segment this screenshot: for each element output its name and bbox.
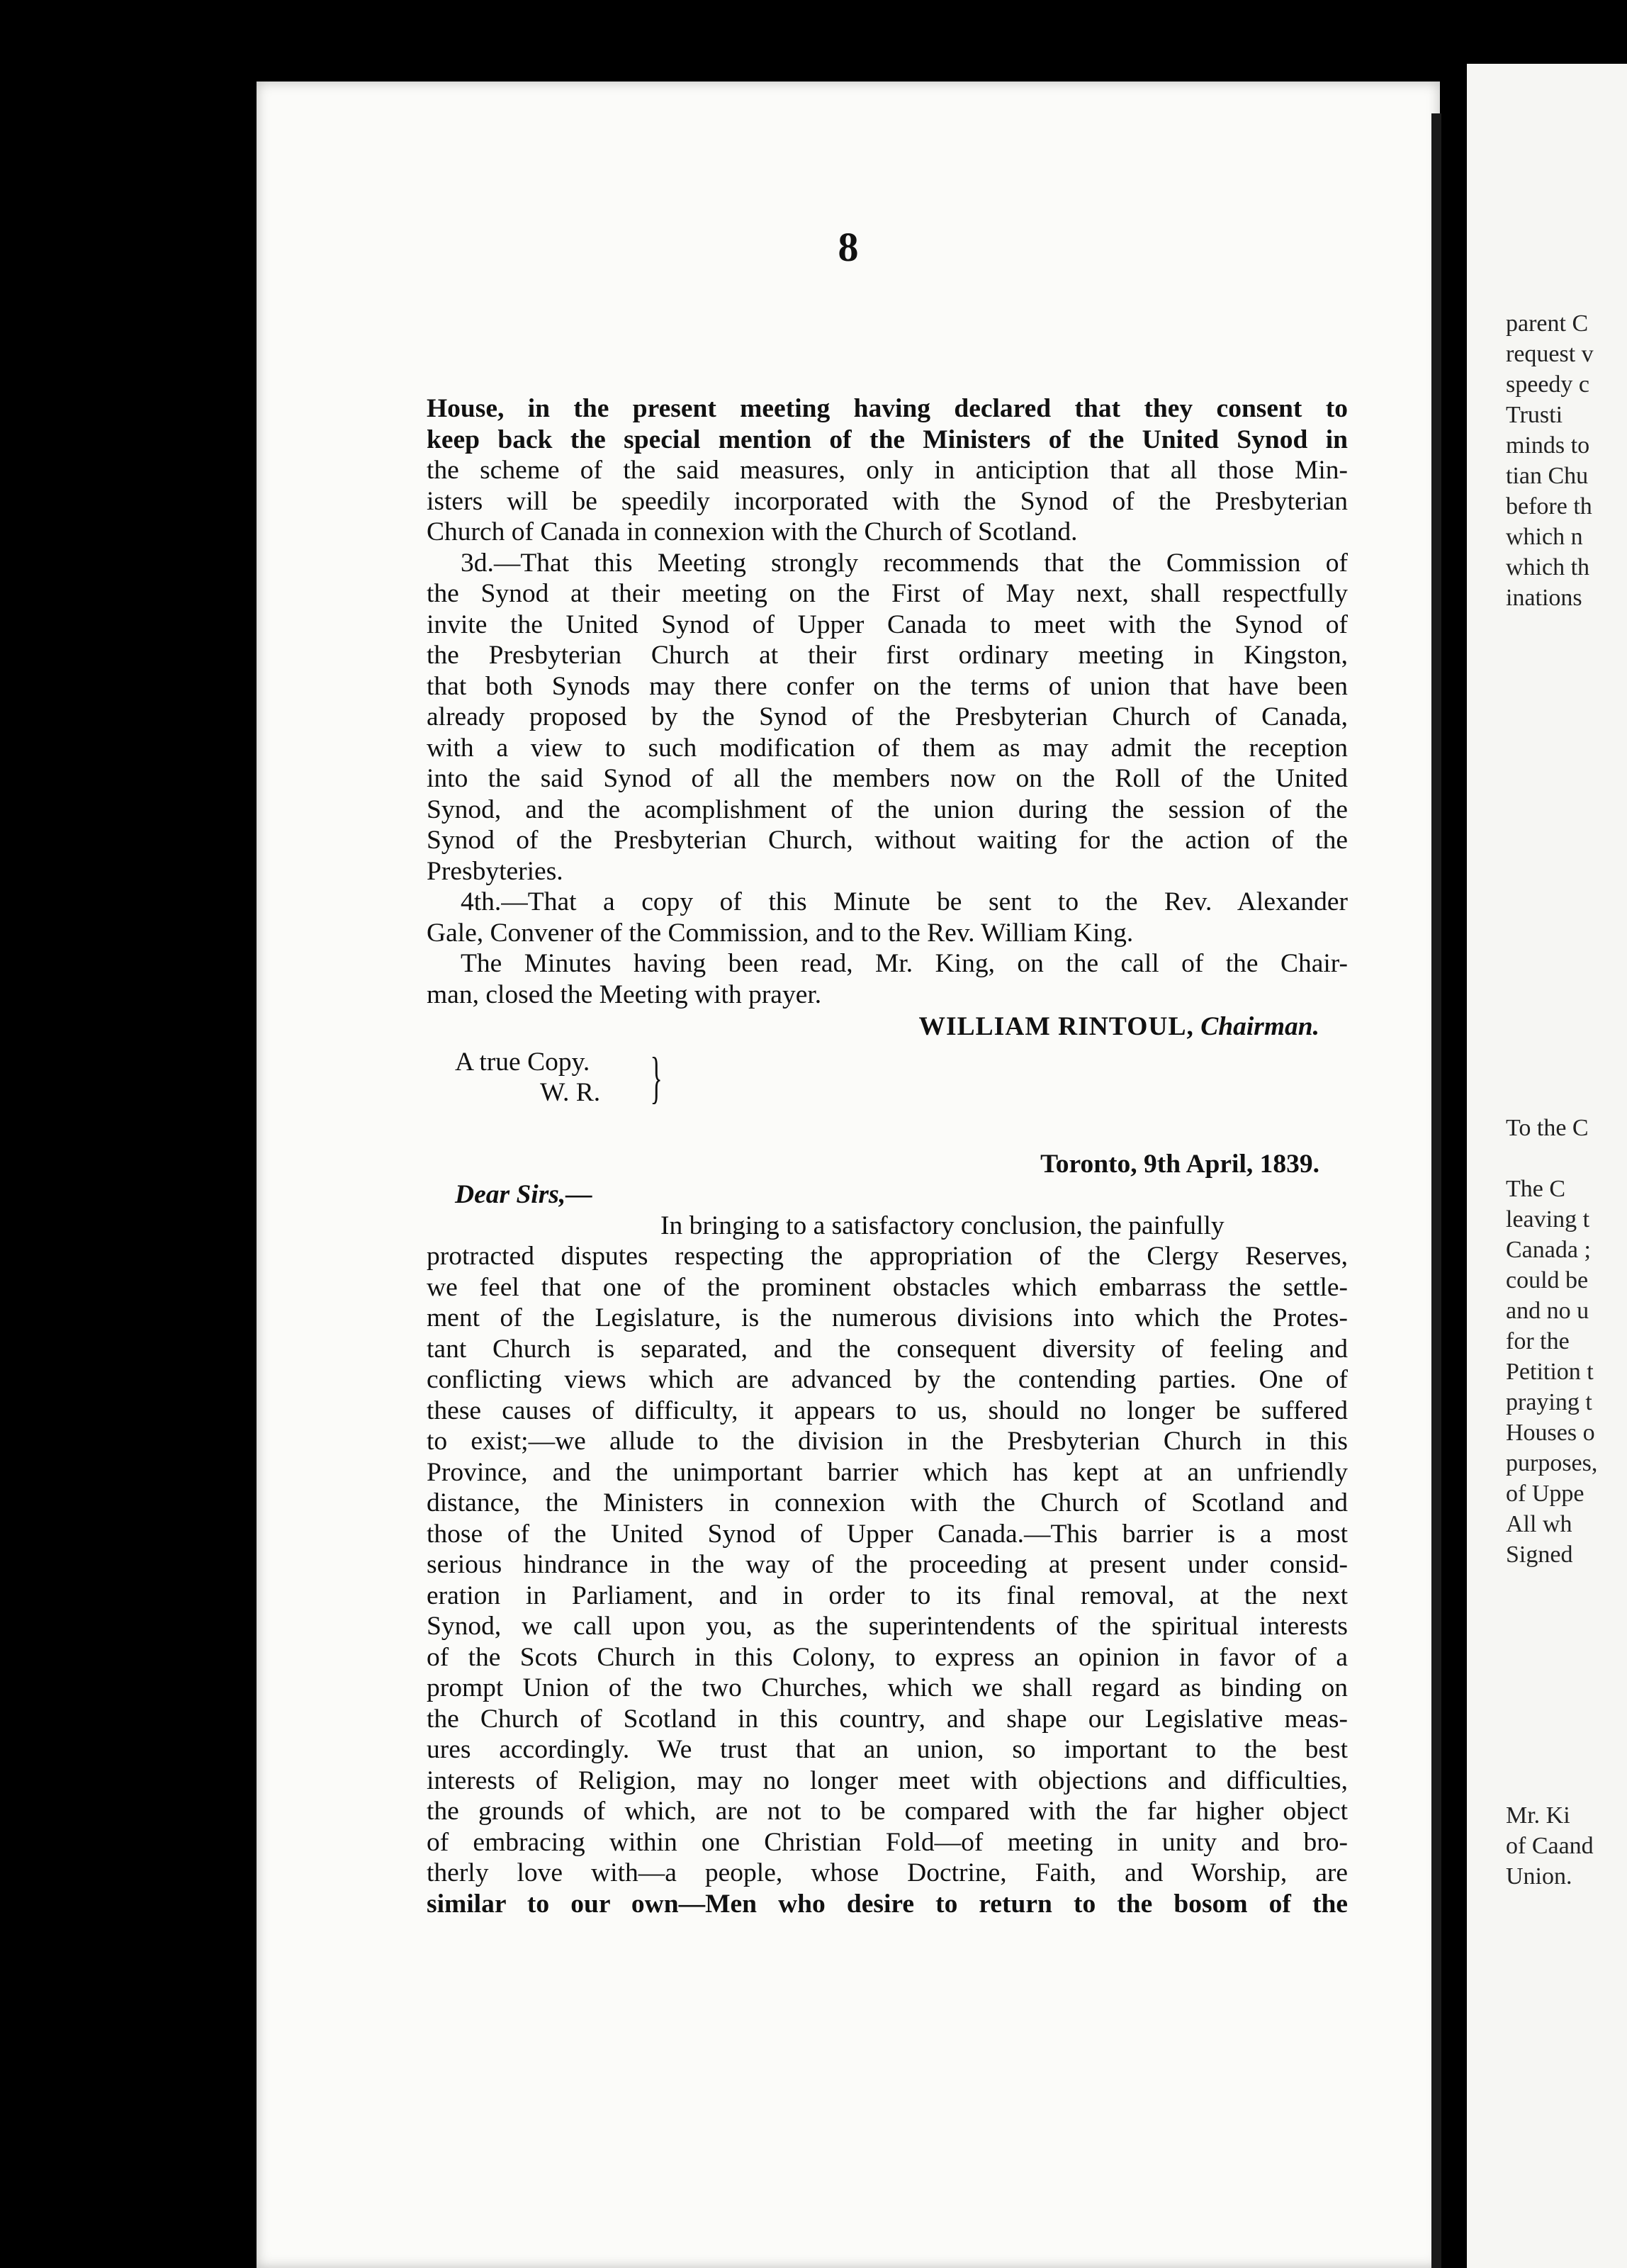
- text-line: prompt Union of the two Churches, which we shall regard as binding on: [427, 1673, 1348, 1702]
- fragment-line: Mr. Ki: [1506, 1802, 1570, 1829]
- fragment-line: parent C: [1506, 310, 1589, 337]
- text-line: the Synod at their meeting on the First of May next, shall respectfully: [427, 579, 1348, 608]
- text-line: already proposed by the Synod of the Presbyterian Church of Canada,: [427, 702, 1348, 731]
- fragment-line: To the C: [1506, 1115, 1589, 1141]
- right-page-fragment: [1467, 64, 1627, 2268]
- text-line: similar to our own—Men who desire to return to the bosom of the: [427, 1889, 1348, 1919]
- fragment-line: which n: [1506, 524, 1583, 550]
- text-line: man, closed the Meeting with prayer.: [427, 979, 822, 1009]
- fragment-line: Petition t: [1506, 1359, 1594, 1385]
- text-line: eration in Parliament, and in order to its final removal, at the next: [427, 1581, 1348, 1610]
- text-line: isters will be speedily incorporated with the Synod of the Presbyterian: [427, 486, 1348, 516]
- text-line: House, in the present meeting having declared that they consent to: [427, 394, 1348, 423]
- resolution-text: [427, 393, 1348, 1010]
- true-copy-label: A true Copy.: [455, 1047, 590, 1077]
- fragment-line: The C: [1506, 1176, 1566, 1202]
- text-line: interests of Religion, may no longer meet with objections and difficulties,: [427, 1765, 1348, 1795]
- text-line: Gale, Convener of the Commission, and to the Rev. William King.: [427, 918, 1134, 948]
- fragment-line: [1506, 1143, 1597, 1174]
- fragment-line: Canada ;: [1506, 1237, 1591, 1263]
- text-line: Church of Canada in connexion with the Church of Scotland.: [427, 517, 1078, 546]
- attestation-initials: W. R.: [540, 1078, 601, 1107]
- text-line: Synod, and the acomplishment of the union during the session of the: [427, 795, 1348, 824]
- text-line: tant Church is separated, and the consequent diversity of feeling and: [427, 1334, 1348, 1364]
- fragment-line: tian Chu: [1506, 463, 1589, 489]
- fragment-line: before th: [1506, 493, 1592, 520]
- fragment-line: and no u: [1506, 1298, 1589, 1324]
- fragment-line: Houses o: [1506, 1420, 1595, 1446]
- fragment-line: for the: [1506, 1328, 1570, 1354]
- fragment-line: leaving t: [1506, 1206, 1590, 1233]
- text-line: Presbyteries.: [427, 856, 563, 886]
- right-page-middle-text: [1506, 1113, 1597, 1570]
- fragment-line: could be: [1506, 1267, 1589, 1293]
- text-line: 4th.—That a copy of this Minute be sent to the Rev. Alexander: [461, 887, 1348, 916]
- text-line: into the said Synod of all the members now on the Roll of the United: [427, 764, 1348, 793]
- text-line: The Minutes having been read, Mr. King, on the call of the Chair-: [461, 949, 1348, 978]
- letter-text: [427, 1211, 1348, 1920]
- text-line: to exist;—we allude to the division in the Presbyterian Church in this: [427, 1427, 1348, 1456]
- fragment-line: of Caand: [1506, 1833, 1594, 1859]
- text-line: Province, and the unimportant barrier which has kept at an unfriendly: [427, 1457, 1348, 1487]
- fragment-line: Union.: [1506, 1863, 1572, 1890]
- right-page-bottom-text: [1506, 1800, 1594, 1892]
- text-line: the scheme of the said measures, only in anticiption that all those Min-: [427, 456, 1348, 485]
- page-body: [427, 393, 1348, 1919]
- text-line: invite the United Synod of Upper Canada to meet with the Synod of: [427, 610, 1348, 639]
- true-copy-attestation: [427, 1047, 1348, 1112]
- dateline: Toronto, 9th April, 1839.: [1040, 1149, 1319, 1179]
- fragment-line: Signed: [1506, 1542, 1573, 1568]
- fragment-line: purposes,: [1506, 1450, 1598, 1476]
- text-line: ment of the Legislature, is the numerous divisions into which the Protes-: [427, 1303, 1348, 1332]
- fragment-line: minds to: [1506, 432, 1590, 459]
- text-line: 3d.—That this Meeting strongly recommends that the Commission of: [461, 548, 1348, 578]
- text-line: the Church of Scotland in this country, and shape our Legislative meas-: [427, 1704, 1348, 1734]
- brace-glyph: }: [650, 1046, 663, 1109]
- text-line: keep back the special mention of the Ministers of the United Synod in: [427, 425, 1348, 454]
- fragment-line: All wh: [1506, 1511, 1572, 1537]
- text-line: with a view to such modification of them as may admit the reception: [427, 733, 1348, 763]
- text-line: Synod of the Presbyterian Church, without waiting for the action of the: [427, 826, 1348, 855]
- text-line: protracted disputes respecting the appropriation of the Clergy Reserves,: [427, 1242, 1348, 1271]
- text-line: these causes of difficulty, it appears to us, should no longer be suffered: [427, 1396, 1348, 1425]
- text-line: that both Synods may there confer on the terms of union that have been: [427, 671, 1348, 701]
- right-page-top-text: [1506, 308, 1594, 613]
- signature-role: Chairman.: [1200, 1012, 1319, 1041]
- signature: [427, 1011, 1348, 1043]
- left-page: [257, 82, 1440, 2268]
- text-line: distance, the Ministers in connexion with the Church of Scotland and: [427, 1488, 1348, 1517]
- text-line: we feel that one of the prominent obstacles which embarrass the settle-: [427, 1272, 1348, 1302]
- text-line: therly love with—a people, whose Doctrine, Faith, and Worship, are: [427, 1858, 1348, 1887]
- signature-name: WILLIAM RINTOUL,: [918, 1012, 1194, 1041]
- salutation: Dear Sirs,—: [455, 1180, 592, 1209]
- fragment-line: speedy c: [1506, 371, 1590, 398]
- fragment-line: Trusti: [1506, 402, 1563, 428]
- fragment-line: praying t: [1506, 1389, 1592, 1415]
- fragment-line: which th: [1506, 554, 1590, 580]
- text-line: ures accordingly. We trust that an union, so important to the best: [427, 1735, 1348, 1764]
- text-line: of the Scots Church in this Colony, to express an opinion in favor of a: [427, 1642, 1348, 1672]
- fragment-line: of Uppe: [1506, 1481, 1584, 1507]
- text-line: In bringing to a satisfactory conclusion, the painfully: [660, 1211, 1225, 1240]
- text-line: the Presbyterian Church at their first ordinary meeting in Kingston,: [427, 641, 1348, 670]
- text-line: serious hindrance in the way of the proceeding at present under consid-: [427, 1550, 1348, 1579]
- text-line: the grounds of which, are not to be compared with the far higher object: [427, 1797, 1348, 1826]
- text-line: those of the United Synod of Upper Canada.—This barrier is a most: [427, 1519, 1348, 1549]
- text-line: of embracing within one Christian Fold—of meeting in unity and bro-: [427, 1827, 1348, 1857]
- text-line: Synod, we call upon you, as the superintendents of the spiritual interests: [427, 1612, 1348, 1641]
- page-number: 8: [838, 224, 859, 270]
- fragment-line: inations: [1506, 585, 1582, 611]
- book-gutter: [1431, 113, 1441, 2268]
- text-line: conflicting views which are advanced by the contending parties. One of: [427, 1365, 1348, 1394]
- fragment-line: request v: [1506, 341, 1594, 367]
